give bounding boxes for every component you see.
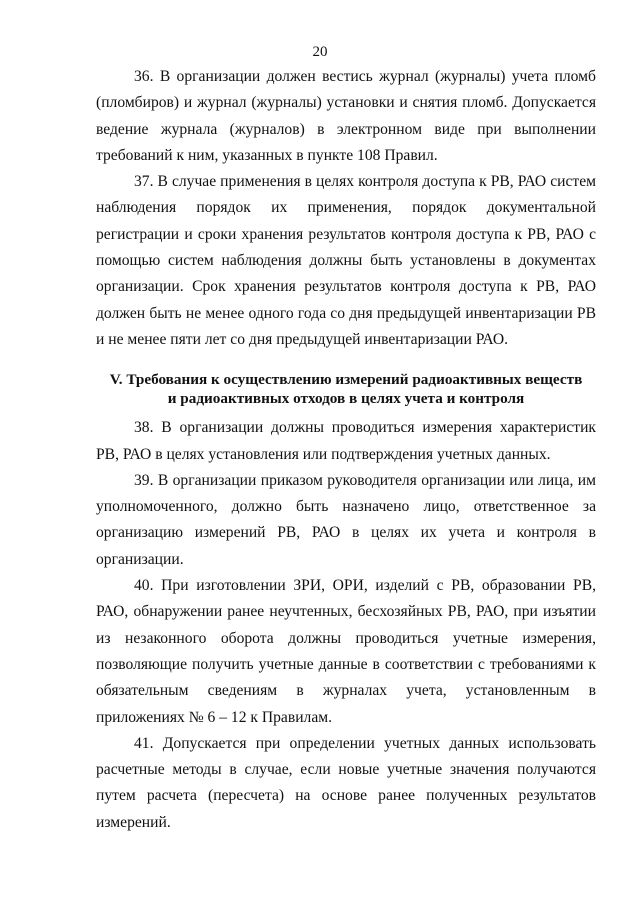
paragraph-40: 40. При изготовлении ЗРИ, ОРИ, изделий с РВ, образовании РВ, РАО, обнаружении ранее неучтенных, бесхозяйных РВ, РАО, при изъятии из незаконного оборота должны проводиться учетные измерения, позволяющие получить учетные данные в соответствии с требованиями к обязательным сведениям в журналах учета, установленным в приложениях № 6 – 12 к Правилам.	[96, 577, 596, 726]
paragraph-37: 37. В случае применения в целях контроля доступа к РВ, РАО систем наблюдения порядок их применения, порядок документальной регистрации и сроки хранения результатов контроля доступа к РВ, РАО с помощью систем наблюдения должны быть установлены в документах организации. Срок хранения результатов контроля доступа к РВ, РАО должен быть не менее одного года со дня предыдущей инвентаризации РВ и не менее пяти лет со дня предыдущей инвентаризации РАО.	[96, 173, 596, 348]
page-number: 20	[312, 44, 328, 60]
paragraph-39: 39. В организации приказом руководителя организации или лица, им уполномоченного, должно быть назначено лицо, ответственное за организацию измерений РВ, РАО в целях их учета и контроля в организации.	[96, 471, 596, 568]
paragraph-36: 36. В организации должен вестись журнал (журналы) учета пломб (пломбиров) и журнал (журналы) установки и снятия пломб. Допускается ведение журнала (журналов) в электронном виде при выполнении требований к ним, указанных в пункте 108 Правил.	[96, 68, 596, 164]
paragraph-38: 38. В организации должны проводиться измерения характеристик РВ, РАО в целях установления или подтверждения учетных данных.	[96, 419, 596, 463]
document-body	[96, 64, 596, 836]
section-heading-line-1: V. Требования к осуществлению измерений радиоактивных веществ	[109, 371, 583, 389]
section-heading	[96, 370, 596, 408]
section-heading-line-2: и радиоактивных отходов в целях учета и контроля	[167, 390, 525, 408]
paragraph-41: 41. Допускается при определении учетных данных использовать расчетные методы в случае, если новые учетные значения получаются путем расчета (пересчета) на основе ранее полученных результатов измерений.	[96, 734, 596, 831]
